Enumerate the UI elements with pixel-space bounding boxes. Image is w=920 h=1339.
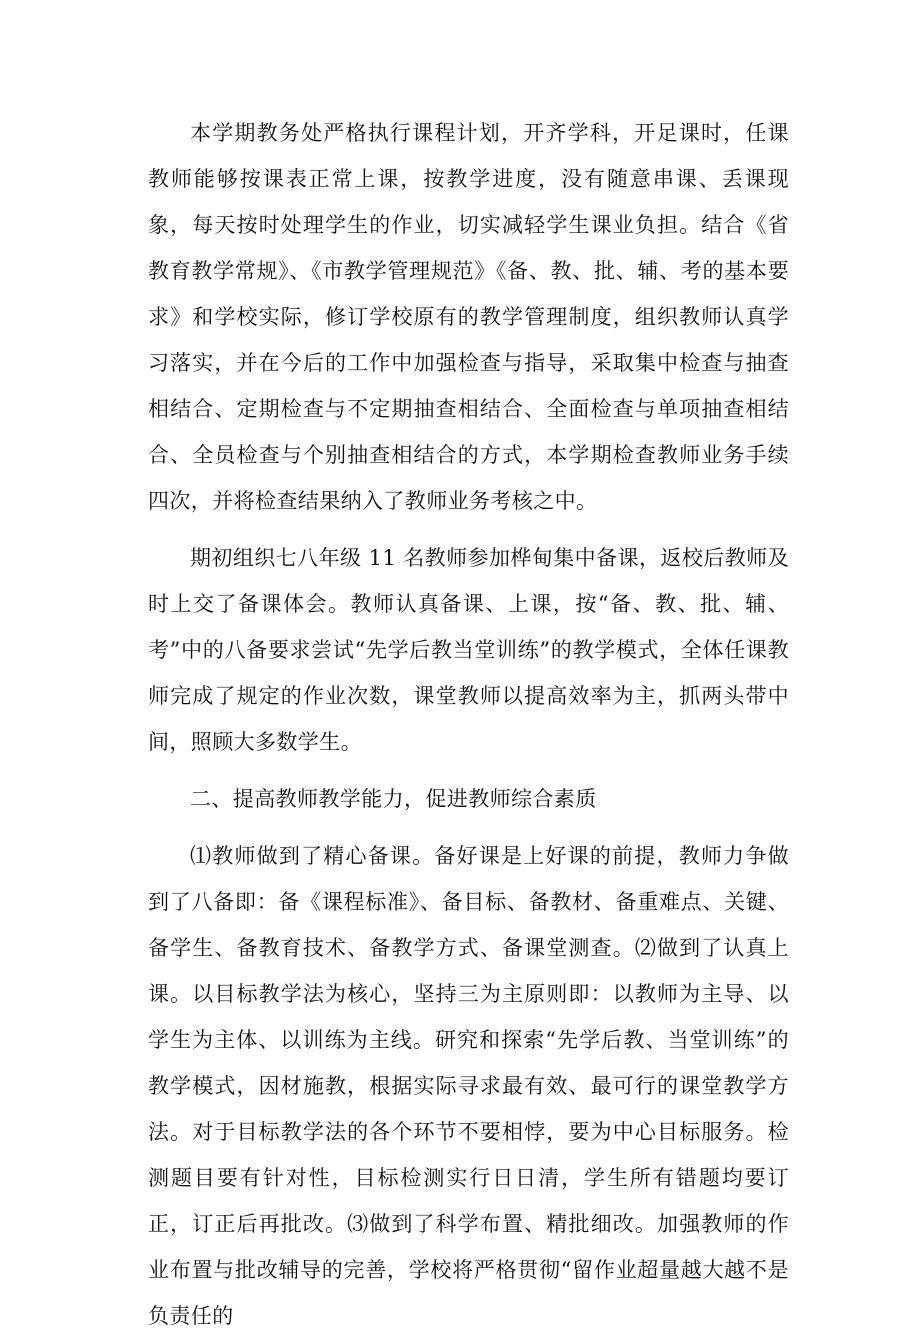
paragraph-teaching-management: 本学期教务处严格执行课程计划，开齐学科，开足课时，任课教师能够按课表正常上课，按教学进度，没有随意串课、丢课现象，每天按时处理学生的作业，切实减轻学生课业负担。结合《省教育教学常规》、《市教学管理规范》《备、教、批、辅、考的基本要求》和学校实际，修订学校原有的教学管理制度，组织教师认真学习落实，并在今后的工作中加强检查与指导，采取集中检查与抽查相结合、定期检查与不定期抽查相结合、全面检查与单项抽查相结合、全员检查与个别抽查相结合的方式，本学期检查教师业务手续四次，并将检查结果纳入了教师业务考核之中。 xyxy=(148,121,789,513)
document-body xyxy=(148,110,789,1339)
section-heading: 二、提高教师教学能力，促进教师综合素质 xyxy=(190,787,597,811)
paragraph-teaching-ability: ⑴教师做到了精心备课。备好课是上好课的前提，教师力争做到了八备即：备《课程标准》、备目标、备教材、备重难点、关键、备学生、备教育技术、备教学方式、备课堂测查。⑵做到了认真上课。以目标教学法为核心，坚持三为主原则即：以教师为主导、以学生为主体、以训练为主线。研究和探索“先学后教、当堂训练”的教学模式，因材施教，根据实际寻求最有效、最可行的课堂教学方法。对于目标教学法的各个环节不要相悖，要为中心目标服务。检测题目要有针对性，目标检测实行日日清，学生所有错题均要订正，订正后再批改。⑶做到了科学布置、精批细改。加强教师的作业布置与批改辅导的完善，学校将严格贯彻“留作业超量越大越不是负责任的 xyxy=(148,844,789,1328)
paragraph-collective-lesson-prep: 期初组织七八年级 11 名教师参加桦甸集中备课，返校后教师及时上交了备课体会。教师认真备课、上课，按“备、教、批、辅、考”中的八备要求尝试“先学后教当堂训练”的教学模式，全体任课教师完成了规定的作业次数，课堂教师以提高效率为主，抓两头带中间，照顾大多数学生。 xyxy=(148,546,789,754)
